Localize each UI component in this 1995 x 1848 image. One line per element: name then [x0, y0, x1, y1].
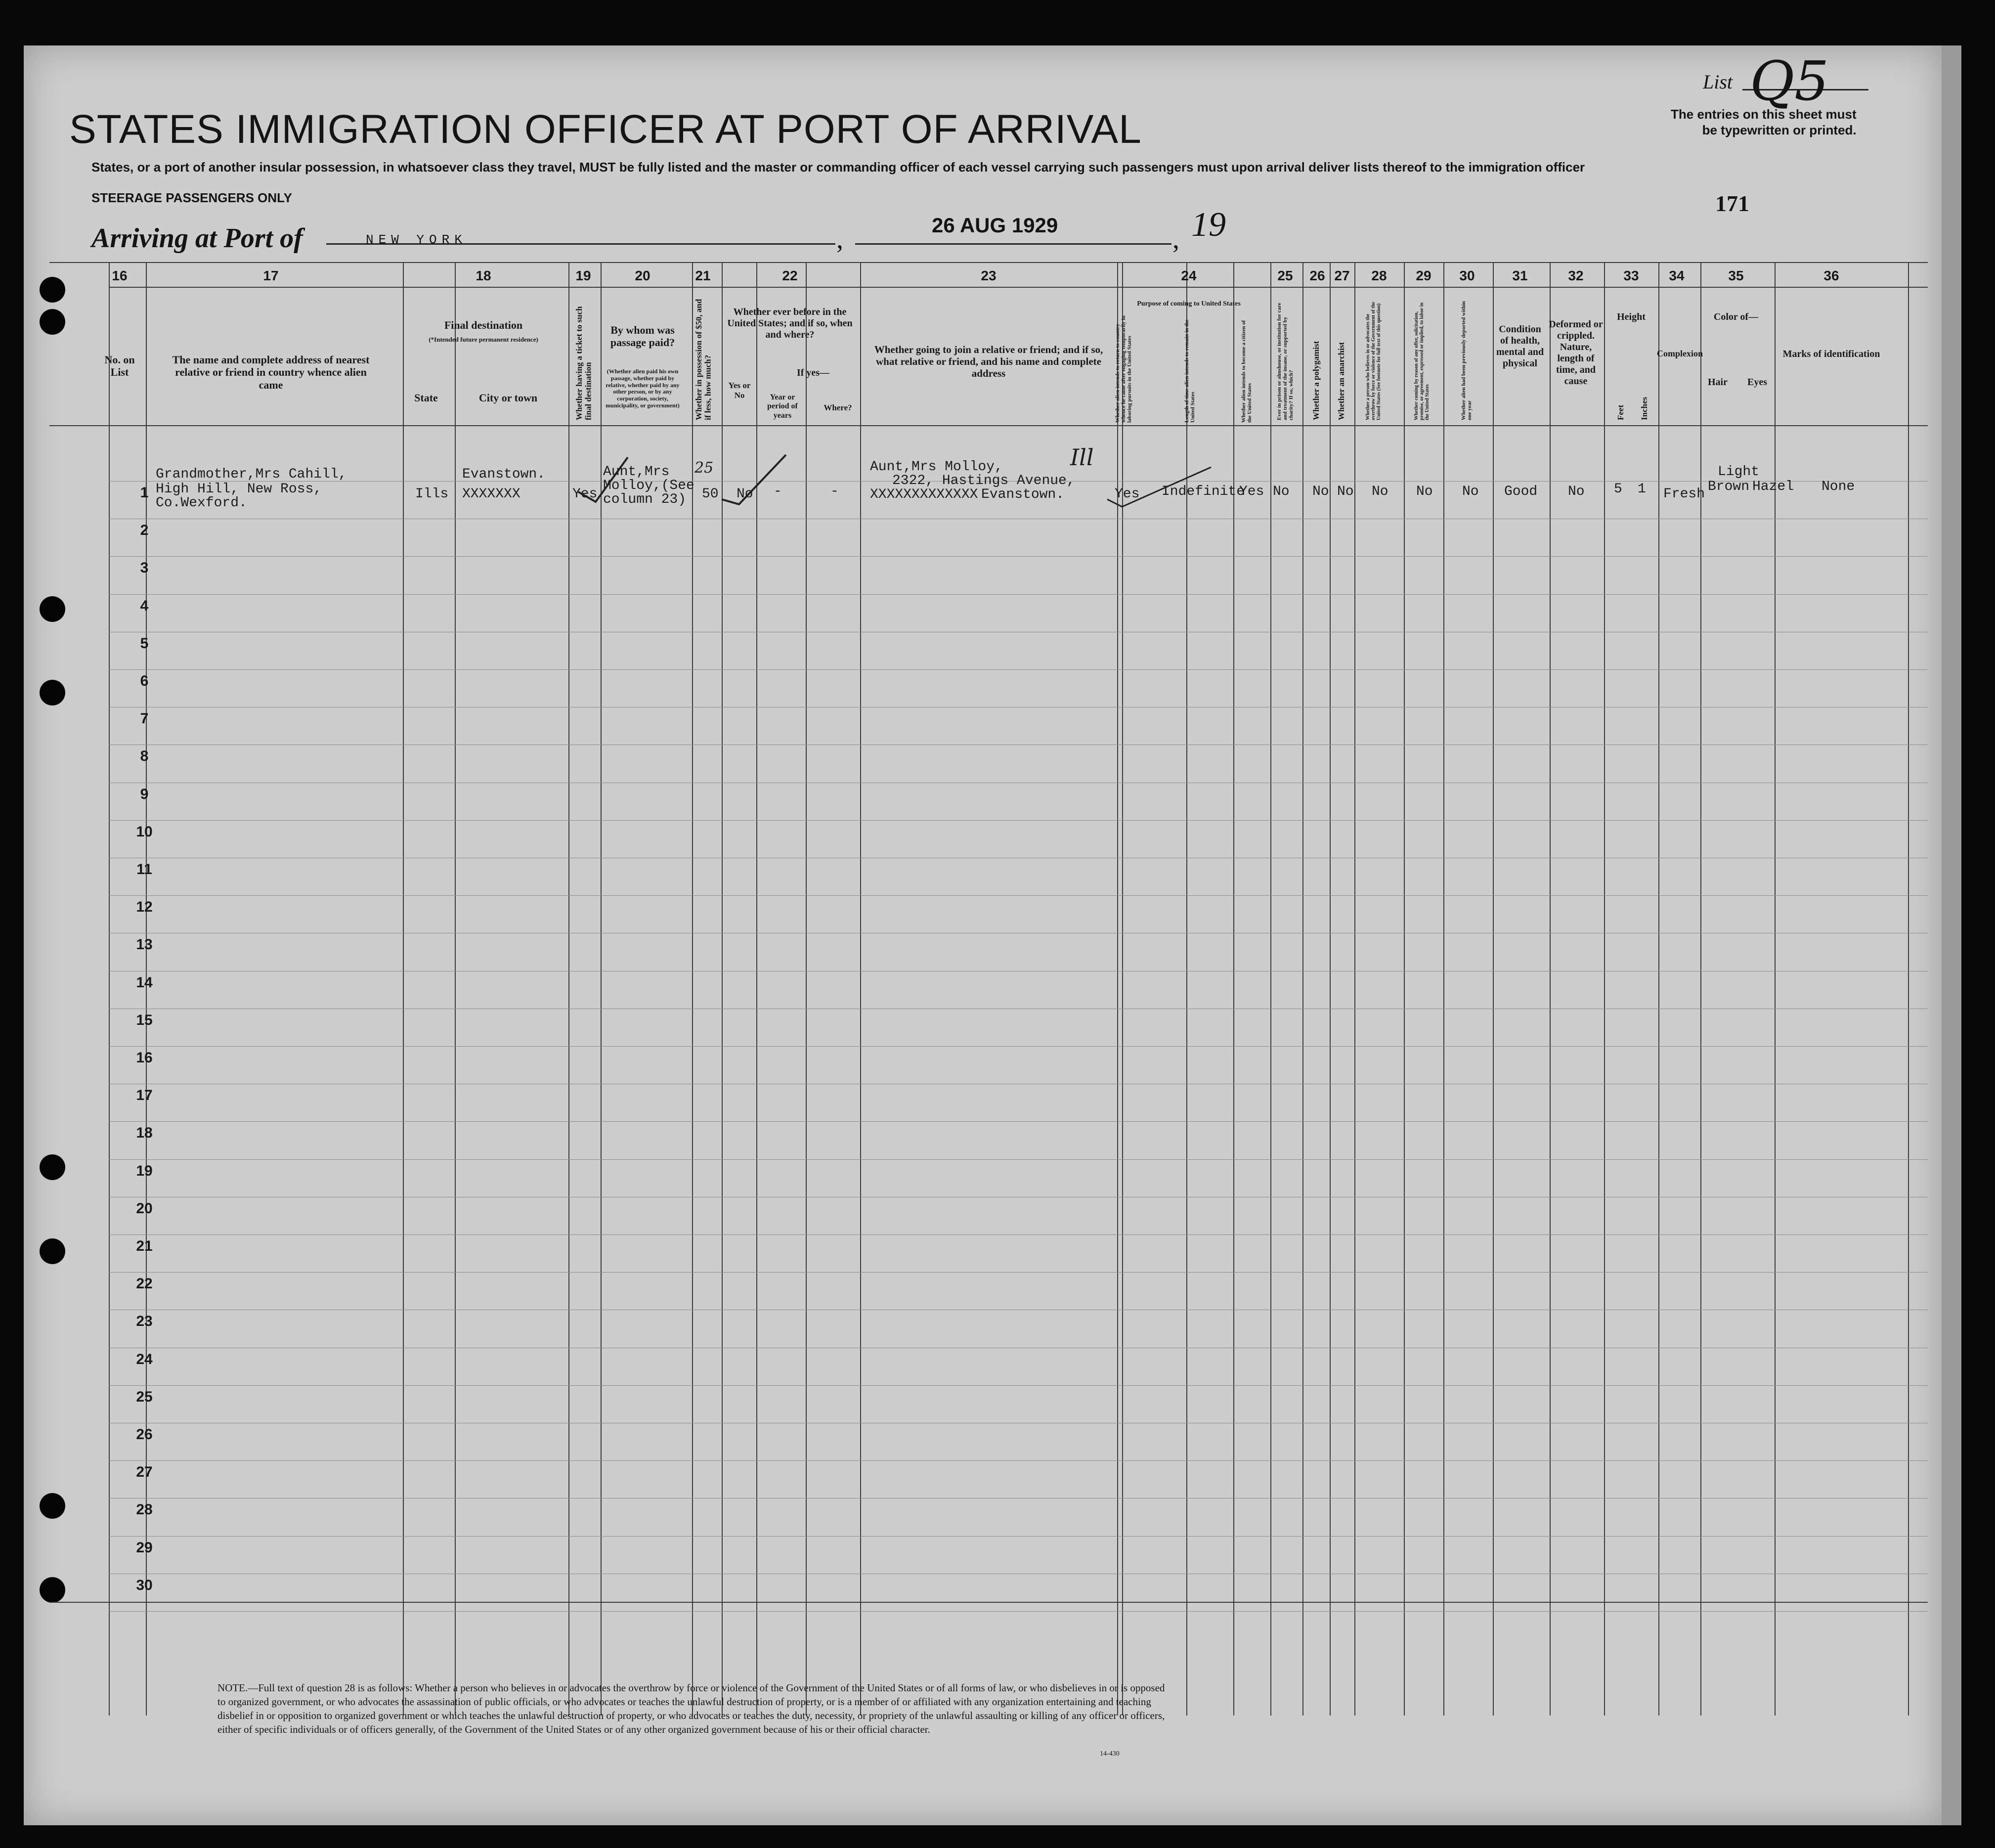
hair-line: Light [1718, 464, 1760, 480]
table-border-top [49, 262, 1928, 263]
city-struck: XXXXXXX [462, 486, 520, 502]
before-in-us: No [737, 486, 753, 502]
sheet-number: 171 [1715, 191, 1749, 216]
column-number: 19 [575, 268, 591, 283]
column-rule [1443, 262, 1444, 1716]
row-rule [109, 1234, 1928, 1235]
column-number: 33 [1623, 268, 1639, 283]
header-year: Year or period of years [767, 393, 798, 420]
header-length-of-stay: Length of time alien intends to remain in the United States [1184, 319, 1196, 423]
row-number: 13 [136, 936, 153, 953]
check-mark [578, 457, 628, 502]
column-number: 24 [1181, 268, 1197, 283]
relative-line: High Hill, New Ross, [156, 482, 322, 497]
overthrow-value: No [1372, 484, 1388, 499]
complexion-value: Fresh [1663, 486, 1705, 502]
money-value: 25 [694, 459, 714, 477]
where-value: - [830, 484, 839, 499]
column-number: 23 [981, 268, 997, 283]
row-number: 29 [136, 1539, 153, 1556]
row-number: 10 [136, 823, 153, 840]
joining-line: Evanstown. [981, 487, 1065, 502]
column-number: 31 [1512, 268, 1528, 283]
header-final-destination: Final destination [444, 319, 523, 331]
header-ever-before: Whether ever before in the United States; and if so, when and where? [727, 307, 853, 340]
header-labor-offer: Whether coming by reason of any offer, solicitation, promise, or agreement, expressed or implied, to labor in the United States [1414, 302, 1430, 420]
row-number: 20 [136, 1200, 153, 1217]
row-number: 18 [136, 1125, 153, 1142]
header-nearest-relative: The name and complete address of nearest relative or friend in country whence alien came [172, 353, 370, 391]
header-divider [109, 287, 1928, 288]
passenger-class-label: STEERAGE PASSENGERS ONLY [91, 190, 292, 205]
row-rule [109, 1046, 1928, 1047]
row-number: 4 [140, 597, 149, 614]
column-number: 22 [782, 268, 798, 283]
row-rule [109, 1611, 1928, 1612]
header-where: Where? [824, 403, 852, 412]
header-color-of: Color of— [1713, 311, 1759, 322]
row-rule [109, 820, 1928, 821]
table-border-bottom [49, 1602, 1928, 1603]
page-title: STATES IMMIGRATION OFFICER AT PORT OF ARRIVAL [69, 107, 1142, 152]
column-number: 36 [1823, 268, 1839, 283]
binder-hole [40, 309, 65, 335]
sheet-edge [1942, 45, 1961, 1825]
column-number: 27 [1334, 268, 1350, 283]
port-value: NEW YORK [366, 232, 467, 247]
column-number: 17 [263, 268, 279, 283]
header-feet: Feet [1616, 404, 1625, 420]
row-number: 15 [136, 1012, 153, 1028]
row-number: 16 [136, 1050, 153, 1066]
binder-hole [40, 277, 65, 303]
row-rule [109, 1159, 1928, 1160]
header-health: Condition of health, mental and physical [1496, 324, 1544, 369]
header-overthrow: Whether a person who believes in or advocates the overthrow by force or violence of the Government of the United States (See footnote for full text of this question) [1365, 302, 1382, 420]
row-rule [109, 556, 1928, 557]
binder-hole [40, 1238, 65, 1264]
header-passage-paid: By whom was passage paid? [610, 324, 675, 349]
header-eyes: Eyes [1747, 377, 1767, 388]
header-hair: Hair [1708, 377, 1728, 388]
column-rule [1493, 262, 1494, 1716]
state-value: Ills [415, 486, 449, 502]
row-number: 7 [140, 710, 149, 727]
header-city: City or town [478, 392, 538, 404]
row-rule [109, 1460, 1928, 1461]
row-number: 24 [136, 1351, 153, 1367]
health-value: Good [1504, 484, 1538, 499]
list-label: List [1703, 71, 1733, 93]
row-rule [109, 1272, 1928, 1273]
list-number: Q5 [1750, 49, 1829, 113]
header-if-yes: If yes— [796, 367, 830, 378]
inches-value: 1 [1638, 482, 1646, 497]
date-underline [855, 243, 1171, 245]
header-final-destination-note: (*Intended future permanent residence) [429, 336, 538, 343]
ticket-value: Yes [572, 486, 598, 502]
marks-value: None [1822, 479, 1855, 494]
row-number: 11 [136, 861, 152, 878]
manifest-sheet [24, 45, 1942, 1825]
citizen-value: Yes [1239, 484, 1264, 499]
column-number: 29 [1416, 268, 1431, 283]
polygamist-value: No [1312, 484, 1329, 499]
comma: , [836, 224, 843, 255]
row-number: 17 [136, 1087, 153, 1104]
column-rule [455, 262, 456, 1716]
header-marks: Marks of identification [1782, 349, 1880, 359]
arriving-label: Arriving at Port of [91, 223, 303, 254]
year-prefix: 19 [1191, 206, 1226, 244]
row-number: 8 [140, 748, 149, 765]
row-number: 9 [140, 786, 149, 802]
deformed-value: No [1568, 484, 1585, 499]
header-deported: Whether alien had been previously deported within one year [1461, 301, 1473, 420]
header-citizen: Whether alien intends to become a citizen of the United States [1241, 320, 1253, 423]
row-number: 6 [140, 673, 149, 689]
entries-note-line: be typewritten or printed. [1702, 123, 1857, 137]
header-passage-paid-note: (Whether alien paid his own passage, whether paid by relative, whether paid by any other person, or by any corporation, society, municipality, or government) [606, 368, 680, 409]
form-number: 14-430 [1100, 1750, 1120, 1758]
column-rule [1404, 262, 1405, 1716]
check-mark [1107, 467, 1211, 507]
column-number: 26 [1309, 268, 1325, 283]
row-number: 28 [136, 1501, 153, 1518]
column-number: 21 [695, 268, 711, 283]
row-number: 12 [136, 899, 153, 916]
comma: , [1172, 224, 1179, 255]
header-height: Height [1617, 311, 1646, 322]
row-number: 3 [140, 560, 149, 576]
row-rule [109, 1536, 1928, 1537]
row-number: 2 [140, 522, 149, 539]
joining-pencil-note: Ill [1070, 444, 1094, 471]
entries-note [1671, 106, 1857, 138]
footnote-question-28: NOTE.—Full text of question 28 is as follows: Whether a person who believes in or advocates the overthrow by force or violence of the Government of the United States or of all forms of law, or who disbelieves in or is opposed to organized government, or who advocates the assassination of public officials, or who advocates or teaches the unlawful destruction of property, or is a member of or affiliated with any organization entertaining and teaching disbelief in or opposition to organized government or which teaches the unlawful destruction of property, or who advocates or teaches the duty, necessity, or propriety of the unlawful assaulting or killing of any officer or officers, either of specific individuals or of officers generally, of the Government of the United States or of any other organized government because of his or their official character. [217, 1682, 1165, 1735]
anarchist-value: No [1337, 484, 1354, 499]
return-value: Yes [1115, 486, 1140, 502]
column-rule [403, 262, 404, 1716]
header-yes-no: Yes or No [728, 381, 751, 400]
year-value: - [774, 484, 782, 499]
column-number: 35 [1728, 268, 1744, 283]
header-going-to-join: Whether going to join a relative or friend; and if so, what relative or friend, and his name and complete address [874, 344, 1103, 380]
length-of-stay: Indefinite [1162, 484, 1245, 499]
pencil-check-marks [573, 445, 1216, 514]
paid-by-line: Aunt,Mrs [603, 464, 670, 480]
row-number: 30 [136, 1577, 153, 1593]
row-rule [109, 1121, 1928, 1122]
header-purpose: Purpose of coming to United States [1137, 300, 1241, 308]
column-rule [1330, 262, 1331, 1716]
row-number: 26 [136, 1426, 153, 1443]
binder-hole [40, 1154, 65, 1180]
header-inches: Inches [1640, 396, 1649, 420]
header-state: State [414, 392, 438, 404]
column-rule [1658, 262, 1659, 1716]
header-ticket: Whether having a ticket to such final destination [574, 306, 593, 420]
row-number: 23 [136, 1313, 153, 1330]
row-number: 19 [136, 1162, 153, 1179]
row-number: 22 [136, 1276, 153, 1292]
hair-line: Brown [1708, 479, 1750, 494]
column-rule [1908, 262, 1909, 1716]
header-deformed: Deformed or crippled. Nature, length of time, and cause [1549, 319, 1603, 387]
binder-hole [40, 596, 65, 622]
column-number: 25 [1277, 268, 1293, 283]
header-return: Whether alien intends to return to country whence he came after engaging temporarily in laboring pursuits in the United States [1115, 315, 1133, 423]
row-number: 25 [136, 1388, 153, 1405]
column-rule [109, 262, 110, 1716]
joining-line: Aunt,Mrs Molloy, [870, 459, 1003, 475]
column-number: 20 [635, 268, 651, 283]
row-number: 14 [136, 974, 153, 991]
relative-line: Grandmother,Mrs Cahill, [156, 467, 347, 482]
column-rule [1270, 262, 1271, 1716]
header-no-on-list: No. on List [104, 353, 135, 379]
paid-by-line: column 23) [603, 492, 687, 507]
column-number: 16 [112, 268, 128, 283]
eyes-value: Hazel [1752, 479, 1794, 494]
column-number: 30 [1459, 268, 1475, 283]
paid-by-line: Molloy,(See [603, 478, 694, 493]
labor-offer-value: No [1416, 484, 1433, 499]
column-rule [1233, 262, 1234, 1716]
row-number: 5 [140, 635, 149, 652]
city-value: Evanstown. [462, 467, 546, 482]
row-rule [109, 669, 1928, 670]
column-rule [1354, 262, 1355, 1716]
header-anarchist: Whether an anarchist [1337, 342, 1346, 420]
header-prison: Ever in prison or almshouse, or institution for care and treatment of the insane, or supported by charity? If so, which? [1276, 303, 1295, 420]
joining-line: 2322, Hastings Avenue, [892, 473, 1075, 488]
instructions-line: States, or a port of another insular possession, in whatsoever class they travel, MUST be fully listed and the master or commanding officer of each vessel carrying such passengers must upon arrival deliver lists thereof to the immigration officer [91, 160, 1585, 175]
binder-hole [40, 680, 65, 705]
column-number: 18 [476, 268, 491, 283]
column-rule [568, 262, 569, 1716]
binder-hole [40, 1577, 65, 1603]
binder-hole [40, 1493, 65, 1519]
column-number: 28 [1371, 268, 1387, 283]
joining-struck: XXXXXXXXXXXXX [870, 487, 978, 502]
row-number: 27 [136, 1464, 153, 1481]
header-bottom [49, 425, 1928, 426]
deported-value: No [1462, 484, 1479, 499]
header-polygamist: Whether a polygamist [1311, 341, 1321, 420]
date-stamp: 26 AUG 1929 [932, 214, 1058, 237]
row-number: 21 [136, 1238, 153, 1254]
header-complexion: Complexion [1657, 349, 1703, 358]
row-rule [109, 895, 1928, 896]
row-rule [109, 1385, 1928, 1386]
header-fifty-dollars: Whether in possession of $50, and if less, how much? [694, 299, 713, 420]
feet-value: 5 [1614, 482, 1622, 497]
money-struck: 50 [702, 486, 719, 502]
column-number: 32 [1568, 268, 1584, 283]
column-rule [1550, 262, 1551, 1716]
row-rule [109, 594, 1928, 595]
column-rule [1700, 262, 1701, 1716]
row-number: 1 [140, 484, 149, 501]
prison-value: No [1273, 484, 1290, 499]
column-rule [1302, 262, 1303, 1716]
entries-note-line: The entries on this sheet must [1671, 107, 1857, 122]
column-number: 34 [1669, 268, 1685, 283]
column-rule [1604, 262, 1605, 1716]
relative-line: Co.Wexford. [156, 495, 247, 511]
check-mark [722, 455, 786, 504]
